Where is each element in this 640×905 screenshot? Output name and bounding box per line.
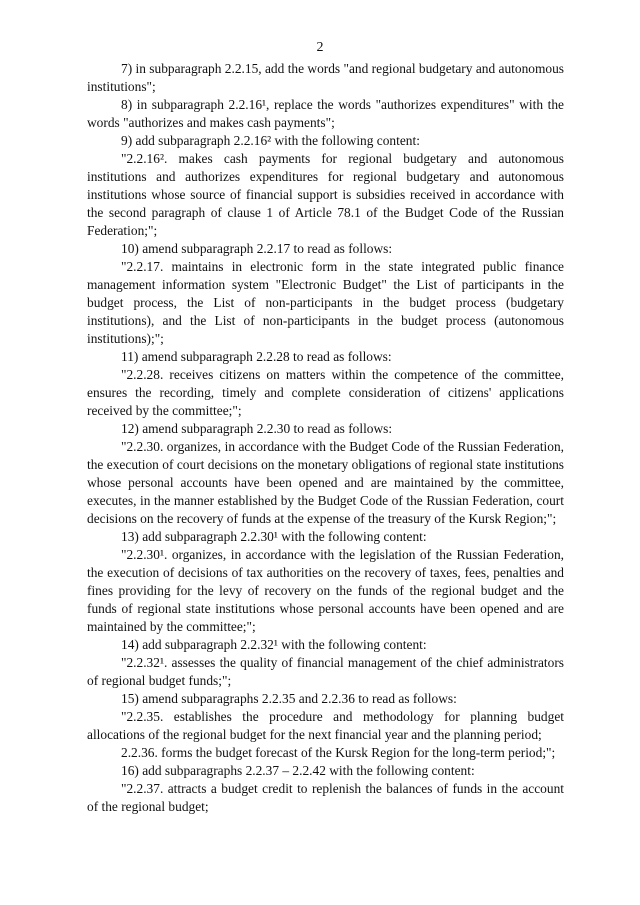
item-7-paragraph: 7) in subparagraph 2.2.15, add the words "and regional budgetary and autonomous institutions"; [87,61,564,94]
clause-2-2-16-2-text: "2.2.16². makes cash payments for regional budgetary and autonomous institutions and authorizes expenditures for regional budgetary and autonomous institutions whose source of financial support is subsidies received in accordance with the second paragraph of clause 1 of Article 78.1 of the Budget Code of the Russian Federation;"; [87,151,564,238]
clause-2-2-30-1-text: "2.2.30¹. organizes, in accordance with the legislation of the Russian Federation, the execution of decisions of tax authorities on the recovery of taxes, fees, penalties and fines providing for the levy of recovery on the funds of the regional budget and the funds of regional state institutions whose personal accounts have been opened and are maintained by the committee;"; [87,547,564,634]
clause-2-2-37-text: "2.2.37. attracts a budget credit to replenish the balances of funds in the account of the regional budget; [87,781,564,814]
clause-2-2-28-text: "2.2.28. receives citizens on matters within the competence of the committee, ensures the recording, timely and complete consideration of citizens' applications received by the committee;"; [87,367,564,418]
item-12-paragraph: 12) amend subparagraph 2.2.30 to read as follows: [121,421,393,436]
item-8-paragraph: 8) in subparagraph 2.2.16¹, replace the words "authorizes expenditures" with the words "authorizes and makes cash payments"; [87,97,564,130]
document-body [87,60,564,816]
item-13-paragraph: 13) add subparagraph 2.2.30¹ with the following content: [121,529,427,544]
item-14-paragraph: 14) add subparagraph 2.2.32¹ with the following content: [121,637,427,652]
clause-2-2-32-1-text: "2.2.32¹. assesses the quality of financial management of the chief administrators of regional budget funds;"; [87,655,564,688]
clause-2-2-35-text: "2.2.35. establishes the procedure and methodology for planning budget allocations of the regional budget for the next financial year and the planning period; [87,709,564,742]
item-15-paragraph: 15) amend subparagraphs 2.2.35 and 2.2.36 to read as follows: [121,691,457,706]
clause-2-2-36-text: 2.2.36. forms the budget forecast of the Kursk Region for the long-term period;"; [121,745,556,760]
clause-2-2-30-text: "2.2.30. organizes, in accordance with the Budget Code of the Russian Federation, the execution of court decisions on the monetary obligations of regional state institutions whose personal accounts have been opened and are maintained by the committee, executes, in the manner established by the Budget Code of the Russian Federation, court decisions on the recovery of funds at the expense of the treasury of the Kursk Region;"; [87,439,564,526]
item-9-paragraph: 9) add subparagraph 2.2.16² with the following content: [121,133,420,148]
item-11-paragraph: 11) amend subparagraph 2.2.28 to read as follows: [121,349,392,364]
page-number: 2 [316,40,324,55]
item-10-paragraph: 10) amend subparagraph 2.2.17 to read as follows: [121,241,393,256]
clause-2-2-17-text: "2.2.17. maintains in electronic form in the state integrated public finance management information system "Electronic Budget" the List of participants in the budget process, the List of non-participants in the budget process (budgetary institutions), and the List of non-participants in the budget process (autonomous institutions);"; [87,259,564,346]
item-16-paragraph: 16) add subparagraphs 2.2.37 – 2.2.42 with the following content: [121,763,475,778]
